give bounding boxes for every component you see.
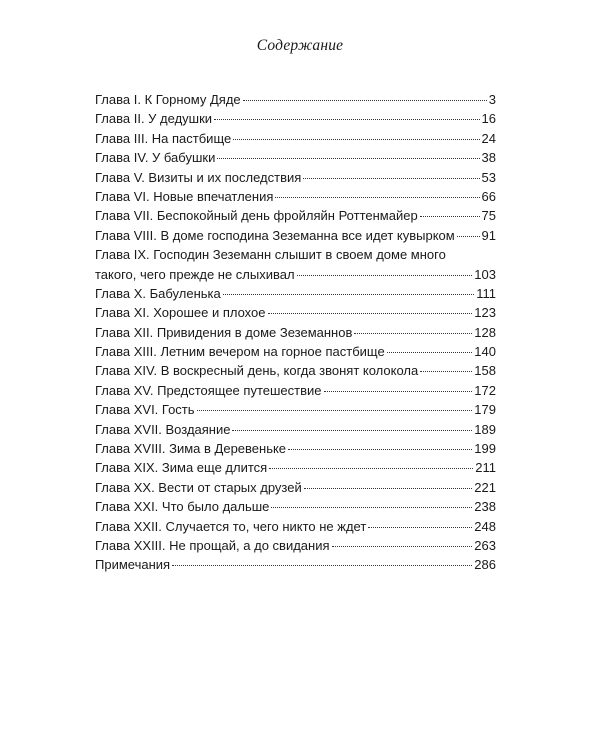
toc-entry xyxy=(95,284,496,303)
toc-entry-page: 221 xyxy=(474,479,496,495)
toc-entry-title: Глава XII. Привидения в доме Зеземаннов xyxy=(95,324,353,340)
toc-entry-title: Глава XX. Вести от старых друзей xyxy=(95,479,302,495)
toc-entry xyxy=(95,420,496,439)
dot-leader xyxy=(420,371,472,372)
toc-entry xyxy=(95,323,496,342)
toc-entry-page: 238 xyxy=(474,499,496,515)
toc-entry-continuation xyxy=(95,265,496,284)
toc-entry xyxy=(95,90,496,109)
dot-leader xyxy=(332,546,473,547)
dot-leader xyxy=(233,139,479,140)
toc-entry xyxy=(95,109,496,128)
dot-leader xyxy=(223,294,475,295)
toc-entry-page: 263 xyxy=(474,537,496,553)
toc-entry-title: Глава VI. Новые впечатления xyxy=(95,188,274,204)
dot-leader xyxy=(268,313,473,314)
dot-leader xyxy=(420,216,480,217)
toc-entry xyxy=(95,458,496,477)
dot-leader xyxy=(197,410,473,411)
toc-entry-page: 123 xyxy=(474,305,496,321)
toc-entry-title: Глава XIII. Летним вечером на горное пастбище xyxy=(95,344,385,360)
dot-leader xyxy=(269,468,473,469)
toc-entry-page: 38 xyxy=(481,150,496,166)
toc-entry-page: 75 xyxy=(481,208,496,224)
toc-entry-page: 248 xyxy=(474,518,496,534)
toc-entry-title: Глава IX. Господин Зеземанн слышит в своем доме много xyxy=(95,247,446,263)
toc-entry-page: 286 xyxy=(474,557,496,573)
toc-entry xyxy=(95,129,496,148)
toc-entry xyxy=(95,555,496,574)
toc-entry-page: 66 xyxy=(481,188,496,204)
toc-entry-page: 179 xyxy=(474,402,496,418)
toc-entry-page: 91 xyxy=(481,227,496,243)
dot-leader xyxy=(232,430,472,431)
toc-entry-page: 172 xyxy=(474,382,496,398)
toc-entry-page: 158 xyxy=(474,363,496,379)
dot-leader xyxy=(368,527,472,528)
toc-entry-page: 3 xyxy=(488,92,496,107)
dot-leader xyxy=(243,100,487,101)
dot-leader xyxy=(172,565,472,566)
toc-entry-page: 211 xyxy=(475,460,496,476)
dot-leader xyxy=(457,236,480,237)
toc-entry-title: Глава XXII. Случается то, чего никто не ждет xyxy=(95,518,367,534)
toc-entry xyxy=(95,245,496,284)
toc-entry-title: Глава III. На пастбище xyxy=(95,130,232,146)
toc-entry xyxy=(95,187,496,206)
toc-entry-title: Глава XXI. Что было дальше xyxy=(95,499,270,515)
toc-entry xyxy=(95,206,496,225)
dot-leader xyxy=(387,352,473,353)
toc-entry xyxy=(95,381,496,400)
dot-leader xyxy=(214,119,479,120)
toc-entry-title: Глава XIV. В воскресный день, когда звонят колокола xyxy=(95,363,419,379)
toc-entry-title-continued: такого, чего прежде не слыхивал xyxy=(95,266,295,282)
toc-entry-page: 128 xyxy=(474,324,496,340)
dot-leader xyxy=(303,178,479,179)
dot-leader xyxy=(271,507,472,508)
page-title: Содержание xyxy=(256,37,344,54)
toc-entry-page: 199 xyxy=(474,441,496,457)
toc-entry-page: 103 xyxy=(474,266,496,282)
toc-entry-title: Глава V. Визиты и их последствия xyxy=(95,169,302,185)
toc-entry-page: 140 xyxy=(474,344,496,360)
toc-entry xyxy=(95,439,496,458)
dot-leader xyxy=(354,333,472,334)
dot-leader xyxy=(324,391,473,392)
toc-entry xyxy=(95,361,496,380)
toc-entry-title: Глава II. У дедушки xyxy=(95,111,213,127)
toc-entry-title: Глава I. К Горному Дяде xyxy=(95,92,241,107)
dot-leader xyxy=(217,158,479,159)
toc-entry-page: 24 xyxy=(481,130,496,146)
toc-entry xyxy=(95,536,496,555)
toc-entry-title: Глава XVIII. Зима в Деревеньке xyxy=(95,441,287,457)
table-of-contents xyxy=(95,90,496,575)
toc-entry xyxy=(95,303,496,322)
toc-entry xyxy=(95,226,496,245)
toc-entry-page: 16 xyxy=(481,111,496,127)
toc-entry xyxy=(95,478,496,497)
toc-entry-title: Глава XI. Хорошее и плохое xyxy=(95,305,266,321)
toc-entry-title: Глава IV. У бабушки xyxy=(95,150,216,166)
dot-leader xyxy=(304,488,473,489)
toc-entry xyxy=(95,168,496,187)
toc-entry-title: Глава X. Бабуленька xyxy=(95,285,221,301)
toc-entry-page: 111 xyxy=(476,285,496,301)
toc-entry-title: Глава VII. Беспокойный день фройляйн Роттенмайер xyxy=(95,208,418,224)
toc-entry xyxy=(95,517,496,536)
toc-entry xyxy=(95,148,496,167)
toc-entry-title: Глава XIX. Зима еще длится xyxy=(95,460,268,476)
toc-entry xyxy=(95,342,496,361)
toc-entry xyxy=(95,400,496,419)
toc-entry xyxy=(95,497,496,516)
toc-entry-title: Глава XV. Предстоящее путешествие xyxy=(95,382,322,398)
toc-entry-title: Глава XXIII. Не прощай, а до свидания xyxy=(95,537,330,553)
dot-leader xyxy=(275,197,479,198)
dot-leader xyxy=(288,449,472,450)
toc-entry-title: Глава XVI. Гость xyxy=(95,402,195,418)
toc-entry-title: Глава VIII. В доме господина Зеземанна все идет кувырком xyxy=(95,227,455,243)
toc-entry-title: Глава XVII. Воздаяние xyxy=(95,421,231,437)
toc-entry-title: Примечания xyxy=(95,557,171,573)
dot-leader xyxy=(297,275,473,276)
toc-entry-page: 53 xyxy=(481,169,496,185)
toc-entry-page: 189 xyxy=(474,421,496,437)
